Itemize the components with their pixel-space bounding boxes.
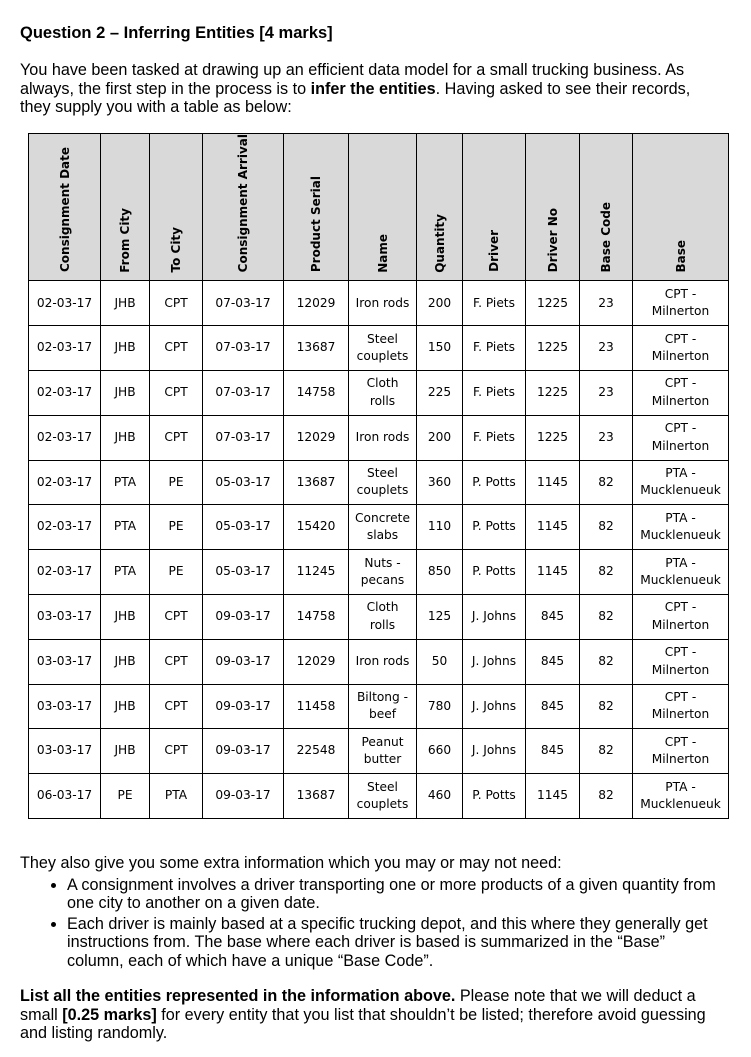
- table-cell: 02-03-17: [29, 505, 101, 550]
- table-cell: 05-03-17: [203, 550, 284, 595]
- table-cell: JHB: [101, 639, 150, 684]
- table-row: [29, 326, 729, 371]
- table-cell: Cloth rolls: [349, 594, 417, 639]
- table-cell: 23: [580, 370, 633, 415]
- column-header: Product Serial: [284, 134, 349, 281]
- table-cell: CPT: [150, 281, 203, 326]
- task-bold-1: List all the entities represented in the information above.: [20, 987, 456, 1005]
- table-cell: 1225: [526, 281, 580, 326]
- task-text-1: Please note that we will deduct a small: [20, 987, 696, 1024]
- table-row: [29, 774, 729, 819]
- table-cell: CPT: [150, 729, 203, 774]
- table-row: [29, 460, 729, 505]
- table-cell: P. Potts: [463, 460, 526, 505]
- table-cell: 15420: [284, 505, 349, 550]
- table-cell: 82: [580, 774, 633, 819]
- table-cell: 22548: [284, 729, 349, 774]
- table-cell: 09-03-17: [203, 684, 284, 729]
- table-cell: CPT: [150, 370, 203, 415]
- column-header: From City: [101, 134, 150, 281]
- table-cell: 1225: [526, 326, 580, 371]
- extra-info-list: [20, 876, 720, 971]
- table-cell: 07-03-17: [203, 281, 284, 326]
- table-row: [29, 639, 729, 684]
- table-cell: J. Johns: [463, 639, 526, 684]
- table-cell: Steel couplets: [349, 326, 417, 371]
- column-header: Name: [349, 134, 417, 281]
- table-cell: JHB: [101, 326, 150, 371]
- records-table: [28, 133, 729, 819]
- table-cell: 150: [417, 326, 463, 371]
- table-cell: P. Potts: [463, 550, 526, 595]
- table-header-row: [29, 134, 729, 281]
- table-cell: CPT: [150, 326, 203, 371]
- table-cell: 02-03-17: [29, 370, 101, 415]
- table-cell: 12029: [284, 639, 349, 684]
- table-cell: J. Johns: [463, 729, 526, 774]
- table-cell: Iron rods: [349, 281, 417, 326]
- table-cell: 660: [417, 729, 463, 774]
- table-cell: 1225: [526, 370, 580, 415]
- table-cell: 1145: [526, 505, 580, 550]
- extra-info: [20, 854, 720, 972]
- table-cell: 125: [417, 594, 463, 639]
- table-cell: 23: [580, 281, 633, 326]
- table-cell: 06-03-17: [29, 774, 101, 819]
- table-cell: JHB: [101, 370, 150, 415]
- table-cell: 03-03-17: [29, 729, 101, 774]
- table-cell: 13687: [284, 326, 349, 371]
- table-cell: 845: [526, 639, 580, 684]
- table-cell: F. Piets: [463, 326, 526, 371]
- table-cell: 07-03-17: [203, 415, 284, 460]
- table-row: [29, 505, 729, 550]
- table-row: [29, 729, 729, 774]
- table-cell: 13687: [284, 774, 349, 819]
- table-cell: 05-03-17: [203, 460, 284, 505]
- table-cell: 82: [580, 505, 633, 550]
- table-cell: 82: [580, 460, 633, 505]
- table-cell: 845: [526, 729, 580, 774]
- table-row: [29, 281, 729, 326]
- table-cell: PTA - Mucklenueuk: [633, 460, 729, 505]
- table-cell: PTA - Mucklenueuk: [633, 505, 729, 550]
- table-cell: PTA: [150, 774, 203, 819]
- table-cell: 09-03-17: [203, 639, 284, 684]
- table-row: [29, 594, 729, 639]
- table-cell: 23: [580, 415, 633, 460]
- table-cell: Steel couplets: [349, 774, 417, 819]
- table-cell: J. Johns: [463, 594, 526, 639]
- table-cell: JHB: [101, 281, 150, 326]
- table-cell: CPT - Milnerton: [633, 281, 729, 326]
- table-cell: 1145: [526, 550, 580, 595]
- table-cell: 200: [417, 415, 463, 460]
- table-cell: PTA: [101, 460, 150, 505]
- task-text-2: for every entity that you list that shouldn’t be listed; therefore avoid guessing and listing randomly.: [20, 1005, 706, 1042]
- table-cell: 12029: [284, 281, 349, 326]
- table-cell: Cloth rolls: [349, 370, 417, 415]
- table-cell: 1145: [526, 774, 580, 819]
- table-cell: 03-03-17: [29, 684, 101, 729]
- table-cell: CPT - Milnerton: [633, 639, 729, 684]
- table-cell: PE: [150, 460, 203, 505]
- table-cell: 13687: [284, 460, 349, 505]
- question-heading: Question 2 – Inferring Entities [4 marks]: [20, 24, 333, 42]
- table-cell: PTA - Mucklenueuk: [633, 774, 729, 819]
- table-cell: JHB: [101, 684, 150, 729]
- column-header: Base Code: [580, 134, 633, 281]
- table-cell: 02-03-17: [29, 550, 101, 595]
- table-cell: 82: [580, 729, 633, 774]
- table-cell: PTA - Mucklenueuk: [633, 550, 729, 595]
- table-cell: 07-03-17: [203, 326, 284, 371]
- table-cell: CPT - Milnerton: [633, 594, 729, 639]
- table-cell: 1145: [526, 460, 580, 505]
- table-cell: CPT - Milnerton: [633, 370, 729, 415]
- table-cell: PE: [150, 505, 203, 550]
- table-cell: JHB: [101, 415, 150, 460]
- table-cell: 09-03-17: [203, 729, 284, 774]
- table-row: [29, 370, 729, 415]
- column-header: Driver No: [526, 134, 580, 281]
- table-cell: Steel couplets: [349, 460, 417, 505]
- table-cell: CPT: [150, 415, 203, 460]
- table-cell: F. Piets: [463, 370, 526, 415]
- task-instruction: [20, 987, 720, 1043]
- table-cell: CPT: [150, 639, 203, 684]
- table-cell: 03-03-17: [29, 639, 101, 684]
- table-cell: 02-03-17: [29, 326, 101, 371]
- table-cell: 360: [417, 460, 463, 505]
- table-cell: 82: [580, 684, 633, 729]
- table-cell: CPT: [150, 594, 203, 639]
- column-header: To City: [150, 134, 203, 281]
- table-cell: CPT - Milnerton: [633, 729, 729, 774]
- table-cell: CPT - Milnerton: [633, 326, 729, 371]
- table-cell: 05-03-17: [203, 505, 284, 550]
- table-cell: F. Piets: [463, 281, 526, 326]
- table-cell: 780: [417, 684, 463, 729]
- table-cell: PTA: [101, 550, 150, 595]
- table-cell: 110: [417, 505, 463, 550]
- table-cell: P. Potts: [463, 505, 526, 550]
- table-cell: CPT - Milnerton: [633, 415, 729, 460]
- table-cell: 07-03-17: [203, 370, 284, 415]
- table-cell: 225: [417, 370, 463, 415]
- intro-text-2: . Having asked to see their records, they supply you with a table as below:: [20, 79, 691, 116]
- table-cell: 82: [580, 550, 633, 595]
- table-cell: Iron rods: [349, 639, 417, 684]
- extra-info-intro: They also give you some extra information which you may or may not need:: [20, 854, 562, 872]
- table-row: [29, 684, 729, 729]
- table-cell: Concrete slabs: [349, 505, 417, 550]
- table-cell: 850: [417, 550, 463, 595]
- table-cell: 02-03-17: [29, 415, 101, 460]
- table-cell: 11245: [284, 550, 349, 595]
- column-header: Base: [633, 134, 729, 281]
- table-row: [29, 415, 729, 460]
- table-cell: 845: [526, 684, 580, 729]
- table-cell: 460: [417, 774, 463, 819]
- table-body: [29, 281, 729, 819]
- table-cell: P. Potts: [463, 774, 526, 819]
- table-cell: JHB: [101, 729, 150, 774]
- table-cell: Biltong - beef: [349, 684, 417, 729]
- table-cell: 82: [580, 639, 633, 684]
- table-row: [29, 550, 729, 595]
- table-cell: 02-03-17: [29, 281, 101, 326]
- table-cell: 82: [580, 594, 633, 639]
- table-cell: CPT: [150, 684, 203, 729]
- intro-text-1: You have been tasked at drawing up an efficient data model for a small trucking business. As always, the first step in the process is to: [20, 61, 685, 98]
- table-cell: Peanut butter: [349, 729, 417, 774]
- table-cell: 12029: [284, 415, 349, 460]
- table-cell: 11458: [284, 684, 349, 729]
- column-header: Driver: [463, 134, 526, 281]
- intro-bold: infer the entities: [310, 79, 436, 98]
- table-cell: F. Piets: [463, 415, 526, 460]
- table-cell: CPT - Milnerton: [633, 684, 729, 729]
- table-cell: Nuts - pecans: [349, 550, 417, 595]
- table-cell: 09-03-17: [203, 774, 284, 819]
- table-cell: PE: [150, 550, 203, 595]
- table-cell: 02-03-17: [29, 460, 101, 505]
- table-cell: PTA: [101, 505, 150, 550]
- table-cell: 200: [417, 281, 463, 326]
- task-bold-2: [0.25 marks]: [62, 1005, 157, 1024]
- table-cell: 845: [526, 594, 580, 639]
- table-cell: 09-03-17: [203, 594, 284, 639]
- table-cell: 14758: [284, 594, 349, 639]
- column-header: Consignment Arrival: [203, 134, 284, 281]
- table-cell: JHB: [101, 594, 150, 639]
- column-header: Consignment Date: [29, 134, 101, 281]
- table-cell: 1225: [526, 415, 580, 460]
- table-cell: PE: [101, 774, 150, 819]
- intro-paragraph: [20, 61, 720, 117]
- table-cell: J. Johns: [463, 684, 526, 729]
- table-cell: 23: [580, 326, 633, 371]
- table-cell: Iron rods: [349, 415, 417, 460]
- list-item: • Each driver is mainly based at a specific trucking depot, and this where they generally get instructions from. The base where each driver is based is summarized in the “Base” column, each of which have a unique “Base Code”.: [67, 915, 720, 971]
- table-cell: 14758: [284, 370, 349, 415]
- table-cell: 03-03-17: [29, 594, 101, 639]
- column-header: Quantity: [417, 134, 463, 281]
- list-item: • A consignment involves a driver transporting one or more products of a given quantity from one city to another on a given date.: [67, 876, 720, 913]
- table-cell: 50: [417, 639, 463, 684]
